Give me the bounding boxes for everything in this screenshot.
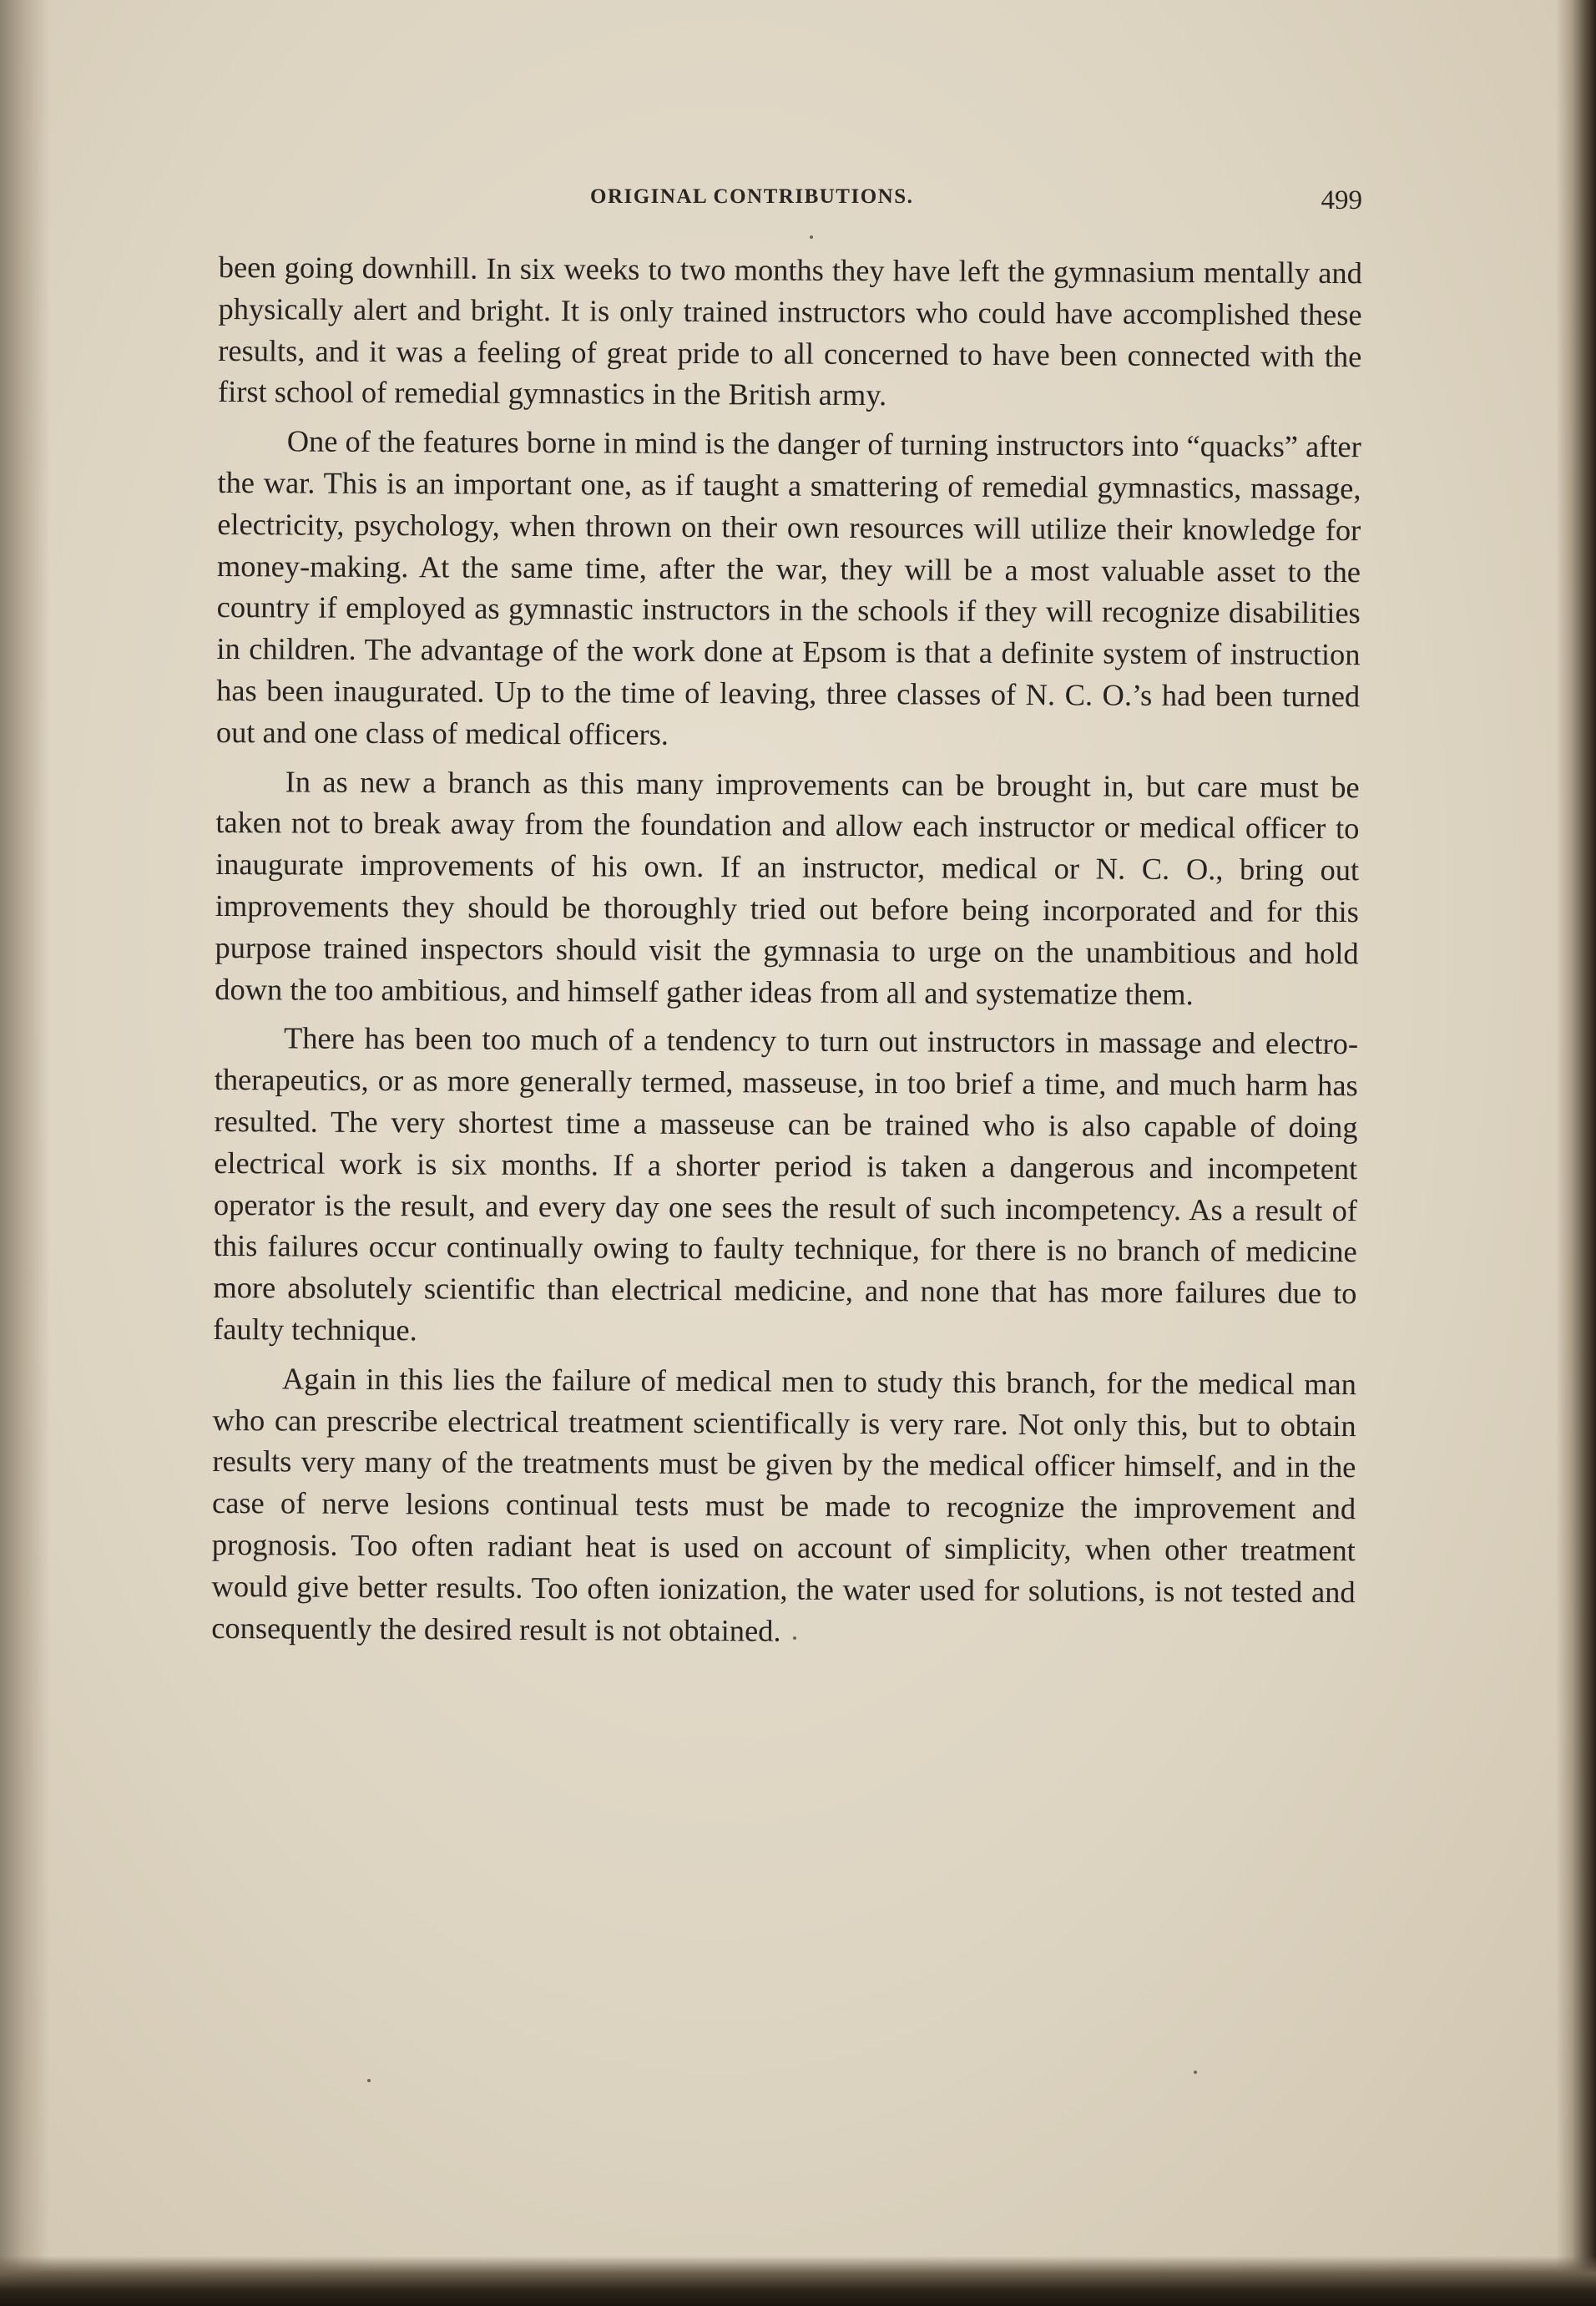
- book-cover-edge: [0, 2256, 1596, 2306]
- paper-speck: [810, 235, 813, 239]
- paragraph-improvements: In as new a branch as this many improvements can be brought in, but care must be taken not to break away from the foundation and allow each instructor or medical officer to inaugurate improvements of his own. If an instructor, medical or N. C. O., bring out improvements they should be thoroughly tried out before being incorporated and for this purpose trained inspectors should visit the gymnasia to urge on the unambitious and hold down the too ambitious, and himself gather ideas from all and systematize them.: [215, 764, 1360, 1011]
- paragraph-medical-men: Again in this lies the failure of medical men to study this branch, for the medical man who can prescribe electrical treatment scientifically is very rare. Not only this, but to obtain results very many of the treatments must be given by the medical officer himself, and in the case of nerve lesions continual tests must be made to recognize the improvement and prognosis. Too often radiant heat is used on account of simplicity, when other treatment would give better results. Too often ionization, the water used for solutions, is not tested and consequently the desired result is not obtained.: [211, 1362, 1356, 1648]
- paragraph-masseuse: There has been too much of a tendency to turn out instructors in massage and electro-therapeutics, or as more generally termed, masseuse, in too brief a time, and much harm has resulted. The very shortest time a masseuse can be trained who is also capable of doing electrical work is six months. If a shorter period is taken a dangerous and incompetent operator is the result, and every day one sees the result of such incompetency. As a result of this failures occur continually owing to faulty technique, for there is no branch of medicine more absolutely scientific than electrical medicine, and none that has more failures due to faulty technique.: [213, 1021, 1359, 1348]
- running-head: ORIGINAL CONTRIBUTIONS.: [590, 185, 914, 208]
- body-text: [211, 247, 1362, 1655]
- page-number: 499: [1321, 185, 1362, 215]
- page-edge-stack: [1556, 0, 1596, 2306]
- paper-speck: [367, 2079, 371, 2082]
- paragraph-quacks: One of the features borne in mind is the danger of turning instructors into “quacks” after the war. This is an important one, as if taught a smattering of remedial gymnastics, massage, electricity, psychology, when thrown on their own resources will utilize their knowledge for money-making. At the same time, after the war, they will be a most valuable asset to the country if employed as gymnastic instructors in the schools if they will recognize disabilities in children. The advantage of the work done at Epsom is that a definite system of instruction has been inaugurated. Up to the time of leaving, three classes of N. C. O.’s had been turned out and one class of medical officers.: [215, 424, 1361, 751]
- paper-speck: [1194, 2071, 1197, 2074]
- binding-shadow: [0, 0, 50, 2306]
- paragraph-continued: been going downhill. In six weeks to two months they have left the gymnasium mentally and physically alert and bright. It is only trained instructors who could have accomplished these results, and it was a feeling of great pride to all concerned to have been connected with the first school of remedial gymnastics in the British army.: [217, 250, 1362, 412]
- page-header: [219, 185, 1362, 227]
